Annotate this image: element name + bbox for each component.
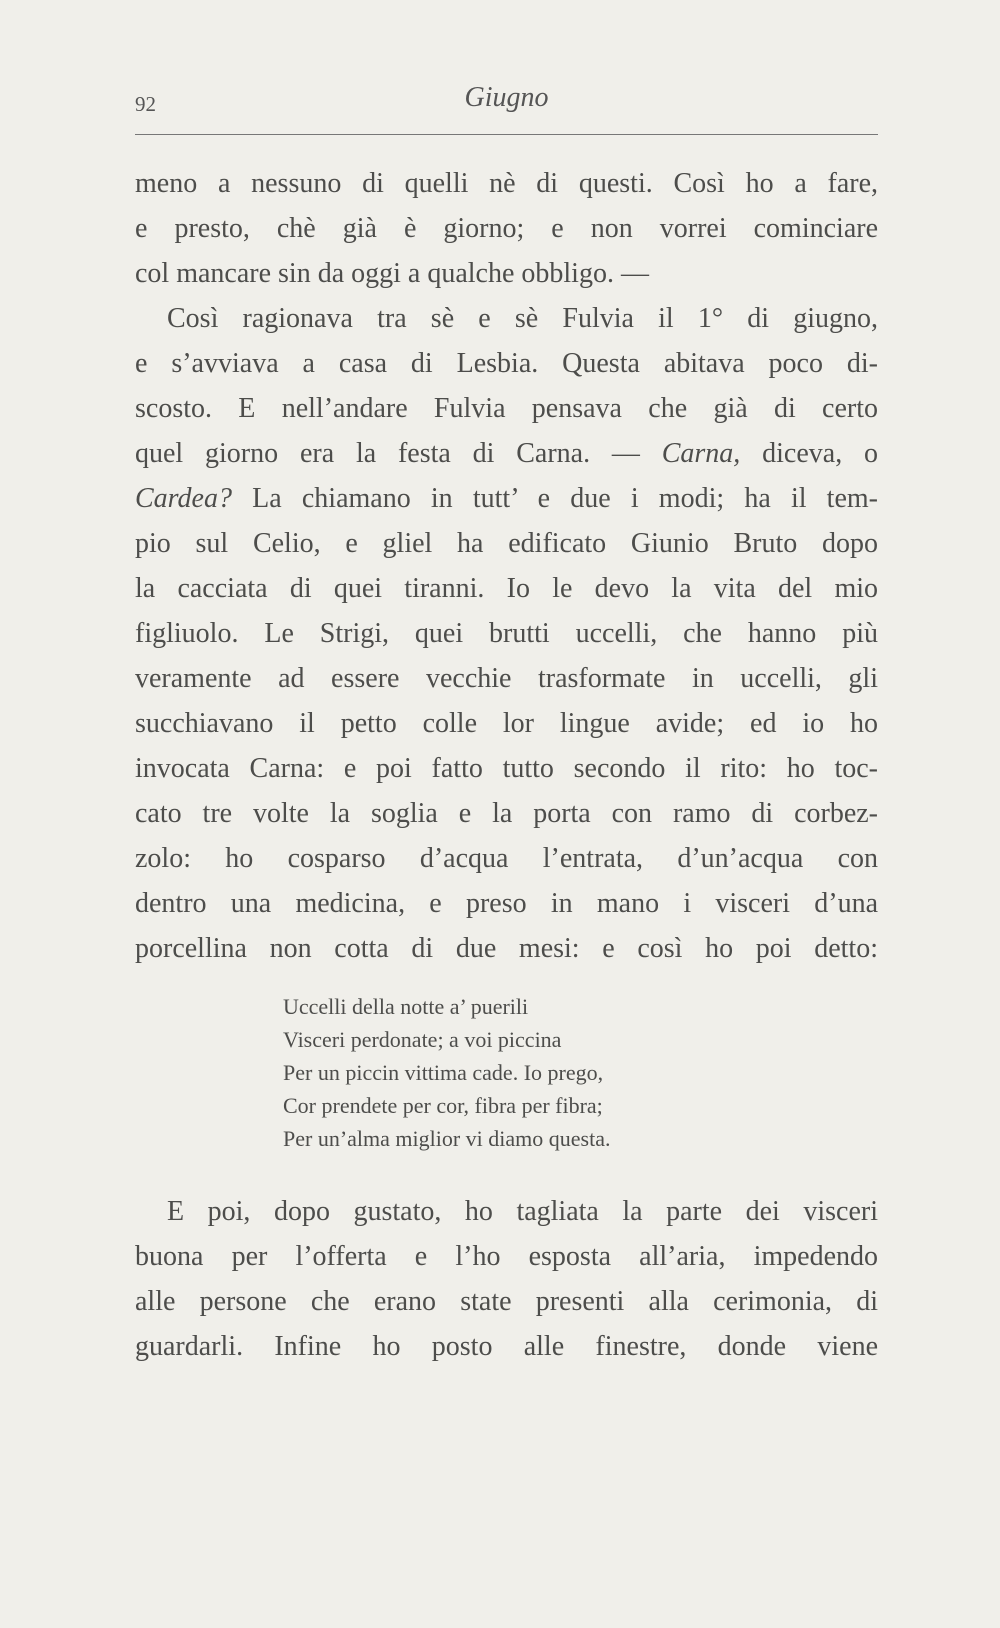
verse-line: Per un piccin vittima cade. Io prego, (283, 1060, 604, 1085)
text-line: E poi, dopo gustato, ho tagliata la parte dei visceri (167, 1196, 878, 1227)
body-text (135, 161, 878, 971)
running-title: Giugno (464, 82, 549, 113)
text-line: col mancare sin da oggi a qualche obbligo. — (135, 258, 649, 289)
text-line: e s’avviava a casa di Lesbia. Questa abitava poco di- (135, 348, 878, 379)
text-span: quel giorno era la festa di Carna. — (135, 438, 662, 469)
text-line: succhiavano il petto colle lor lingue avide; ed io ho (135, 708, 878, 739)
text-line: buona per l’offerta e l’ho esposta all’aria, impedendo (135, 1241, 878, 1272)
text-line: meno a nessuno di quelli nè di questi. Così ho a fare, (135, 168, 878, 199)
body-text-continued (135, 1189, 878, 1369)
text-line: alle persone che erano state presenti alla cerimonia, di (135, 1286, 878, 1317)
italic-word-cardea: Cardea? (135, 483, 232, 514)
text-line: veramente ad essere vecchie trasformate in uccelli, gli (135, 663, 878, 694)
text-line: Così ragionava tra sè e sè Fulvia il 1° di giugno, (167, 303, 878, 334)
text-span: diceva, o (740, 438, 879, 469)
verse-line: Visceri perdonate; a voi piccina (283, 1027, 562, 1052)
text-span: La chiamano in tutt’ e due i modi; ha il tem- (231, 483, 878, 514)
text-line: pio sul Celio, e gliel ha edificato Giunio Bruto dopo (135, 528, 878, 559)
text-line (135, 431, 878, 476)
verse-line: Per un’alma miglior vi diamo questa. (283, 1126, 611, 1151)
text-line: dentro una medicina, e preso in mano i visceri d’una (135, 888, 878, 919)
page-number: 92 (135, 92, 156, 116)
text-line: cato tre volte la soglia e la porta con ramo di corbez- (135, 798, 878, 829)
text-line: invocata Carna: e poi fatto tutto secondo il rito: ho toc- (135, 753, 878, 784)
verse-line: Uccelli della notte a’ puerili (283, 994, 529, 1019)
italic-word-carna: Carna, (661, 438, 741, 469)
verse-block (283, 990, 743, 1155)
text-line: porcellina non cotta di due mesi: e così ho poi detto: (135, 933, 878, 964)
text-line: figliuolo. Le Strigi, quei brutti uccelli, che hanno più (135, 618, 878, 649)
text-line: scosto. E nell’andare Fulvia pensava che già di certo (135, 393, 878, 424)
text-line: zolo: ho cosparso d’acqua l’entrata, d’un’acqua con (135, 843, 878, 874)
header-rule (135, 134, 878, 135)
running-head (135, 82, 878, 122)
text-line: guardarli. Infine ho posto alle finestre, donde viene (135, 1331, 878, 1362)
verse-line: Cor prendete per cor, fibra per fibra; (283, 1093, 603, 1118)
text-line (135, 476, 878, 521)
text-line: la cacciata di quei tiranni. Io le devo la vita del mio (135, 573, 878, 604)
text-line: e presto, chè già è giorno; e non vorrei cominciare (135, 213, 878, 244)
